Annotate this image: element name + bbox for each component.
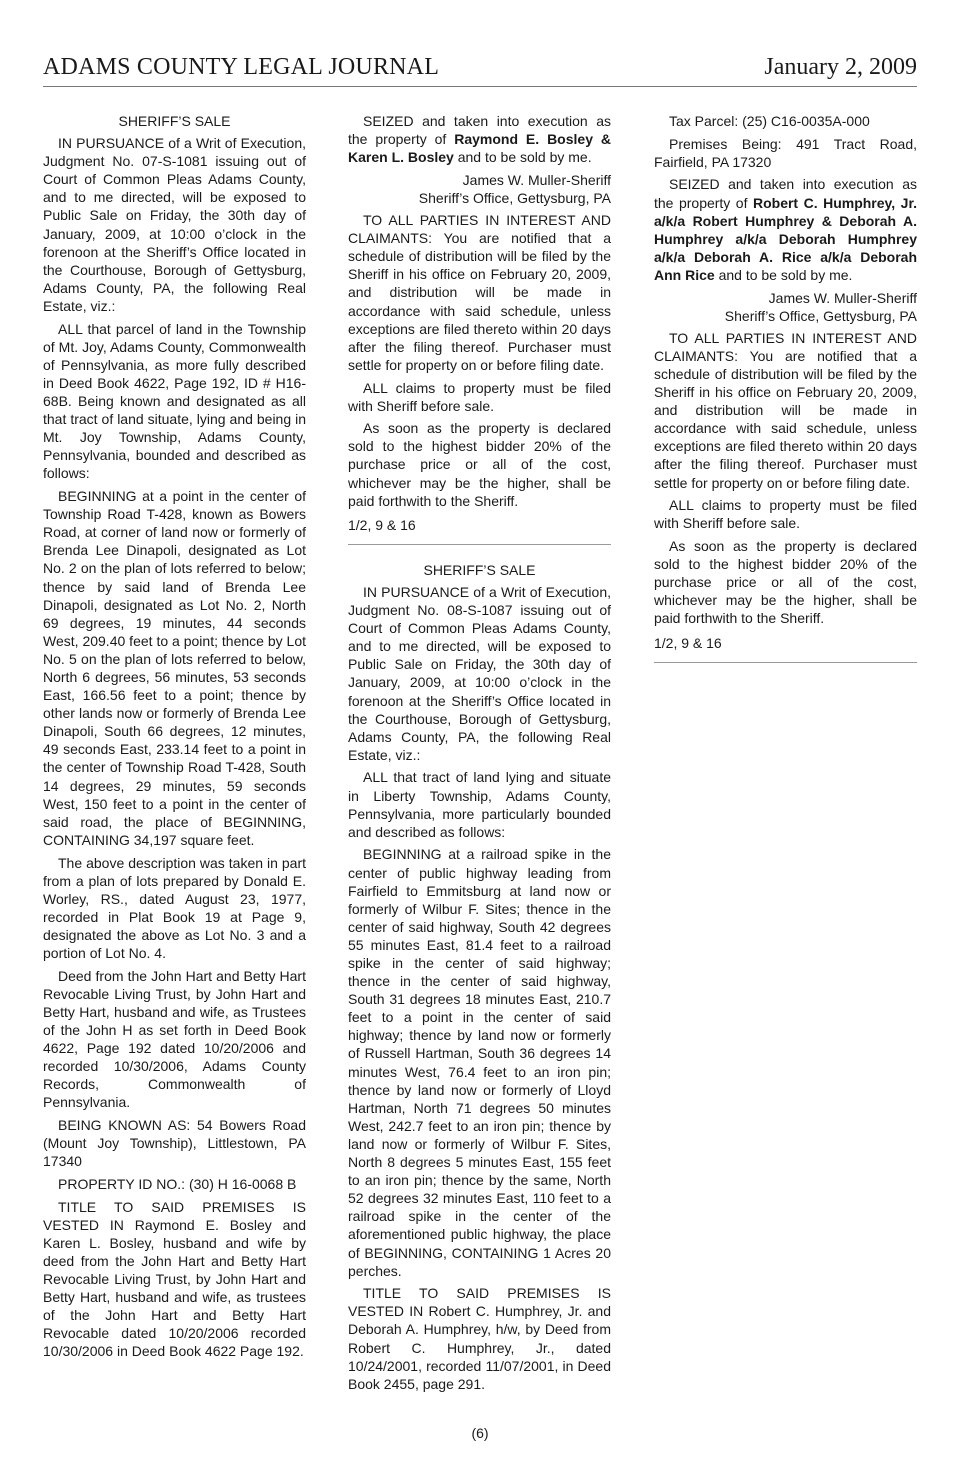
property-id-paragraph: PROPERTY ID NO.: (30) H 16-0068 B — [58, 1175, 297, 1192]
bidder-paragraph: As soon as the property is declared sold to the highest bidder 20% of the purchase price or all of the cost, whichever may be the higher, shall be paid forthwith to the Sheriff. — [654, 538, 917, 627]
boundary-paragraph: BEGINNING at a railroad spike in the center of public highway leading from Fairfield to Emmitsburg at land now or formerly of Wilbur F. Sites; thence in the center of said highway, South 42 degrees 55 minutes East, 81.4 feet to a railroad spike in the center of said highway; thence in the center of said highway, South 31 degrees 18 minutes East, 210.7 feet to a point in the center of said highway; thence by land now or formerly of Russell Hartman, South 36 degrees 14 minutes West, 76.4 feet to an iron pin; thence by land now or formerly of Lloyd Hartman, North 71 degrees 50 minutes West, 242.7 feet to an iron pin; thence by land now or formerly of Wilbur F. Sites, North 8 degrees 5 minutes East, 155 feet to an iron pin; thence by the same, North 52 degrees 32 minutes East, 110 feet to a railroad spike in the center of the aforementioned public highway, the place of BEGINNING, CONTAINING 1 Acres 20 perches. — [348, 846, 611, 1279]
known-as-paragraph: BEING KNOWN AS: 54 Bowers Road (Mount Joy Township), Littlestown, PA 17340 — [43, 1117, 306, 1170]
masthead — [43, 52, 917, 87]
sheriff-signature: James W. Muller-Sheriff Sheriff’s Office, Gettysburg, PA — [724, 289, 917, 324]
defendant-names: Robert C. Humphrey, Jr. a/k/a Robert Humphrey & Deborah A. Humphrey a/k/a Deborah Humphrey a/k/a Deborah A. Rice a/k/a Deborah Ann Rice — [654, 194, 918, 283]
premises-paragraph: Premises Being: 491 Tract Road, Fairfield, PA 17320 — [654, 135, 917, 170]
seized-paragraph: SEIZED and taken into execution as the property of Raymond E. Bosley & Karen L. Bosley and to be sold by me. — [348, 113, 612, 166]
notice-heading: SHERIFF’S SALE — [423, 561, 536, 578]
column-1 — [43, 112, 306, 1365]
notice-heading: SHERIFF’S SALE — [118, 113, 231, 129]
sheriff-signature: James W. Muller-Sheriff Sheriff’s Office, Gettysburg, PA — [418, 171, 611, 206]
tax-parcel: Tax Parcel: (25) C16-0035A-000 — [669, 113, 870, 129]
writ-paragraph: IN PURSUANCE of a Writ of Execution, Judgment No. 07-S-1081 issuing out of Court of Common Pleas Adams County, and to me directed, will be exposed to Public Sale on Friday, the 30th day of January, 2009, at 10:00 o’clock in the forenoon at the Sheriff’s Office located in the Courthouse, Borough of Gettysburg, Adams County, PA, the following Real Estate, viz.: — [43, 135, 306, 314]
claims-paragraph: ALL claims to property must be filed with Sheriff before sale. — [654, 497, 917, 532]
boundary-paragraph: BEGINNING at a point in the center of Township Road T-428, known as Bowers Road, at corner of land now or formerly of Brenda Lee Dinapoli, designated as Lot No. 2 on the plan of lots referred to below; thence by said land of Brenda Lee Dinapoli, designated as Lot No. 2, North 69 degrees, 19 minutes, 44 seconds West, 209.40 feet to a point; thence by Lot No. 5 on the plan of lots referred to below, North 6 degrees, 56 minutes, 53 seconds East, 166.56 feet to a point; thence by other lands now or formerly of Brenda Lee Dinapoli, South 66 degrees, 12 minutes, 49 seconds East, 233.14 feet to a point in the center of Township Road T-428, South 14 degrees, 29 minutes, 59 seconds West, 150 feet to a point in the center of said road, the place of BEGINNING, CONTAINING 34,197 square feet. — [43, 488, 306, 848]
page-number: (6) — [471, 1425, 489, 1441]
plan-paragraph: The above description was taken in part from a plan of lots prepared by Donald E. Worley, RS., dated August 23, 1977, recorded in Plat Book 19 at Page 9, designated the above as Lot No. 3 and a portion of Lot No. 4. — [43, 854, 306, 961]
publication-title: ADAMS COUNTY LEGAL JOURNAL — [43, 54, 440, 80]
distribution-notice: TO ALL PARTIES IN INTEREST AND CLAIMANTS: You are notified that a schedule of distribution will be filed by the Sheriff in his office on February 20, 2009, and distribution will be made in accordance with said schedule, unless exceptions are filed thereto within 20 days after the filing thereof. Purchaser must settle for property on or before filing date. — [654, 329, 917, 491]
writ-paragraph: IN PURSUANCE of a Writ of Execution, Judgment No. 08-S-1087 issuing out of Court of Common Pleas Adams County, and to me directed, will be exposed to Public Sale on Friday, the 30th day of January, 2009, at 10:00 o’clock in the forenoon at the Sheriff’s Office located in the Courthouse, Borough of Gettysburg, Adams County, PA, the following Real Estate, viz.: — [348, 583, 611, 763]
issue-date: January 2, 2009 — [764, 54, 917, 80]
distribution-notice: TO ALL PARTIES IN INTEREST AND CLAIMANTS: You are notified that a schedule of distribution will be filed by the Sheriff in his office on February 20, 2009, and distribution will be made in accordance with said schedule, unless exceptions are filed thereto within 20 days after the filing thereof. Purchaser must settle for property on or before filing date. — [348, 212, 611, 373]
title-paragraph: TITLE TO SAID PREMISES IS VESTED IN Robert C. Humphrey, Jr. and Deborah A. Humphrey, h/w, by Deed from Robert C. Humphrey, Jr., dated 10/24/2001, recorded 11/07/2001, in Deed Book 2455, page 291. — [348, 1285, 611, 1392]
column-3 — [654, 112, 917, 679]
publication-dates: 1/2, 9 & 16 — [348, 516, 416, 533]
deed-paragraph: Deed from the John Hart and Betty Hart Revocable Living Trust, by John Hart and Betty Hart, husband and wife, as Trustees of the John H as set forth in Deed Book 4622, Page 192 dated 10/20/2006 and recorded 10/30/2006, Adams County Records, Commonwealth of Pennsylvania. — [43, 967, 306, 1111]
divider — [348, 544, 611, 545]
title-paragraph: TITLE TO SAID PREMISES IS VESTED IN Raymond E. Bosley and Karen L. Bosley, husband and wife by deed from the John Hart and Betty Hart Revocable Living Trust, by John Hart and Betty Hart, husband and wife, as trustees of the John Hart and Betty Hart Revocable dated 10/20/2006 recorded 10/30/2006 in Deed Book 4622 Page 192. — [43, 1198, 306, 1360]
divider — [654, 662, 917, 663]
parcel-paragraph: ALL that parcel of land in the Township of Mt. Joy, Adams County, Commonwealth of Pennsylvania, as more fully described in Deed Book 4622, Page 192, ID # H16-68B. Being known and designated as all that tract of land situate, lying and being in Mt. Joy Township, Adams County, Pennsylvania, bounded and described as follows: — [43, 320, 306, 482]
defendant-names: Raymond E. Bosley & Karen L. Bosley — [348, 131, 612, 166]
publication-dates: 1/2, 9 & 16 — [654, 634, 722, 651]
seized-paragraph: SEIZED and taken into execution as the property of Robert C. Humphrey, Jr. a/k/a Robert Humphrey & Deborah A. Humphrey a/k/a Deborah Humphrey a/k/a Deborah A. Rice a/k/a Deborah Ann Rice and to be sold by me. — [654, 176, 918, 283]
parcel-paragraph: ALL that tract of land lying and situate in Liberty Township, Adams County, Pennsylvania, more particularly bounded and described as follows: — [348, 769, 611, 840]
column-2 — [348, 112, 611, 1397]
bidder-paragraph: As soon as the property is declared sold to the highest bidder 20% of the purchase price or all of the cost, whichever may be the higher, shall be paid forthwith to the Sheriff. — [348, 420, 611, 509]
claims-paragraph: ALL claims to property must be filed with Sheriff before sale. — [348, 379, 611, 414]
